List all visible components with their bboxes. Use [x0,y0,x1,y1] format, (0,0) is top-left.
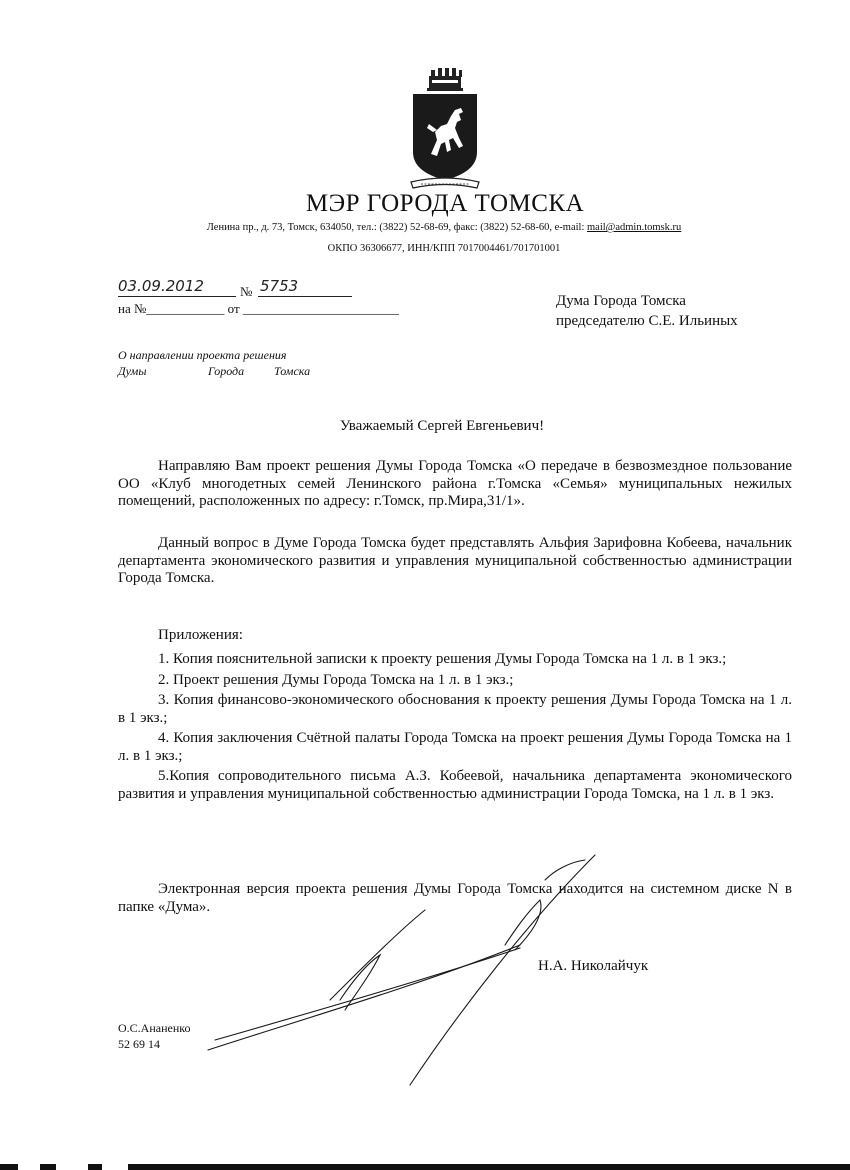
addressee-organization: Дума Города Томска [556,293,686,309]
body-paragraph-2 [118,535,792,588]
attachments-title: Приложения: [158,627,243,643]
attachment-item: 4. Копия заключения Счётной палаты Города Томска на проект решения Думы Города Томска на 1 л. в 1 экз.; [118,730,792,764]
subject-word: Томска [274,364,311,378]
addressee-person: председателю С.Е. Ильиных [556,313,738,329]
ribbon-icon [411,178,479,188]
executor-name: О.С.Ананенко [118,1021,191,1035]
subject-line-2 [118,363,310,379]
outgoing-date: 03.09.2012 [118,277,204,295]
signer-name: Н.А. Николайчук [538,958,649,974]
subject-word: Города [208,364,245,378]
contact-text: Ленина пр., д. 73, Томск, 634050, тел.: (3822) 52-68-69, факс: (3822) 52-68-60, e-mail: [206,222,588,233]
subject-line-1: О направлении проекта решения [118,348,287,362]
contact-details [0,222,850,233]
addressee-block [556,291,738,331]
salutation: Уважаемый Сергей Евгеньевич! [339,418,545,434]
attachments-list [118,651,792,805]
executor-phone: 52 69 14 [118,1037,160,1051]
outgoing-number: 5753 [260,277,299,295]
reference-line: на №____________ от ________________________ [118,301,399,316]
crown-icon [427,68,463,91]
date-underline [118,296,236,297]
subject-word: Думы [118,364,147,378]
number-label: № [240,284,253,299]
attachment-item: 1. Копия пояснительной записки к проекту решения Думы Города Томска на 1 л. в 1 экз.; [158,651,727,667]
email-link[interactable]: mail@admin.tomsk.ru [587,222,682,233]
tomsk-coat-of-arms-emblem [407,68,483,192]
scan-footer-bar [0,1160,850,1170]
registration-codes: ОКПО 36306677, ИНН/КПП 7017004461/701701001 [327,243,561,254]
paragraph-text: Электронная версия проекта решения Думы Города Томска находится на системном диске N в папке «Дума». [118,881,792,915]
executor-block [118,1020,190,1052]
body-paragraph-3 [118,881,792,916]
attachment-item: 5.Копия сопроводительного письма А.З. Кобеевой, начальника департамента экономического развития и управления муниципальной собственностью администрации Города Томска, на 1 л. в 1 экз. [118,768,792,802]
attachment-item: 3. Копия финансово-экономического обоснования к проекту решения Думы Города Томска на 1 л. в 1 экз.; [118,692,792,726]
attachment-item: 2. Проект решения Думы Города Томска на 1 л. в 1 экз.; [158,671,514,688]
organization-title: МЭР ГОРОДА ТОМСКА [305,190,585,217]
subject-block [118,347,310,379]
paragraph-text: Направляю Вам проект решения Думы Города Томска «О передаче в безвозмездное пользование ОО «Клуб многодетных семей Ленинского района г.Томска «Семья» муниципальных нежилых помещений, расположенных по адресу: г.Томск, пр.Мира,31/1». [118,458,792,509]
number-underline [258,296,352,297]
paragraph-text: Данный вопрос в Думе Города Томска будет представлять Альфия Зарифовна Кобеева, начальник департамента экономического развития и управления муниципальной собственностью администрации Города Томска. [118,535,792,586]
body-paragraph-1 [118,458,792,511]
